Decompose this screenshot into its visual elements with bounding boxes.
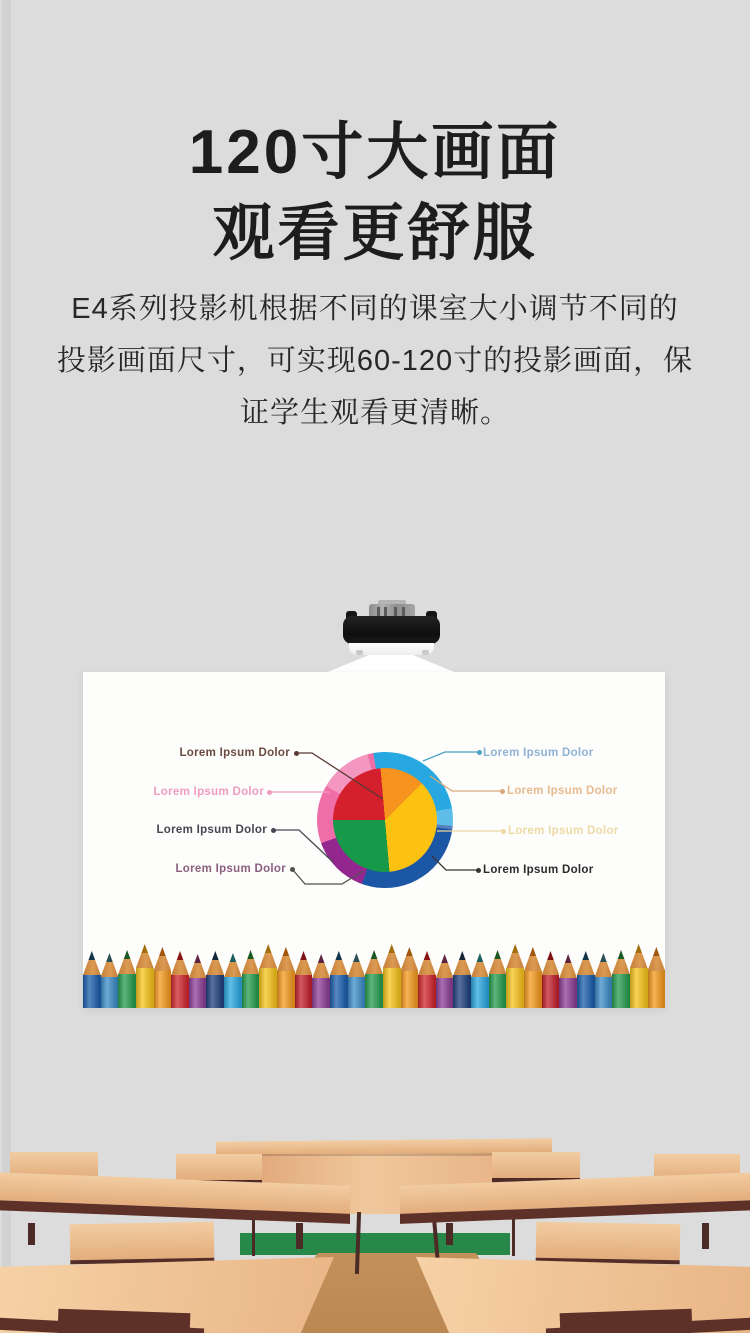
- colored-pencil: [524, 947, 542, 1008]
- chair-back: [536, 1222, 681, 1265]
- callout-dot: [294, 751, 299, 756]
- pie-callout-label: Lorem Ipsum Dolor: [153, 786, 264, 798]
- colored-pencil: [101, 953, 119, 1008]
- colored-pencils-border: [83, 938, 665, 1008]
- pie-callout-label: Lorem Ipsum Dolor: [483, 747, 594, 759]
- chair-back: [492, 1152, 580, 1183]
- projector-body: [343, 616, 440, 644]
- colored-pencil: [401, 947, 419, 1008]
- paragraph-line2: 投影画面尺寸，可实现60-120寸的投影画面，保: [56, 345, 694, 377]
- colored-pencil: [171, 951, 189, 1008]
- colored-pencil: [559, 954, 577, 1008]
- chair-seat-shadow: [58, 1309, 191, 1333]
- colored-pencil: [436, 954, 454, 1008]
- callout-dot: [500, 789, 505, 794]
- chair-back: [70, 1222, 215, 1265]
- paragraph-line1: E4系列投影机根据不同的课室大小调节不同的: [71, 293, 679, 325]
- colored-pencil: [418, 951, 436, 1008]
- callout-dot: [476, 868, 481, 873]
- colored-pencil: [453, 951, 471, 1008]
- colored-pencil: [330, 951, 348, 1008]
- colored-pencil: [595, 953, 613, 1008]
- colored-pencil: [295, 951, 313, 1008]
- pie-callout-label: Lorem Ipsum Dolor: [508, 825, 619, 837]
- colored-pencil: [277, 947, 295, 1008]
- pie-callout-label: Lorem Ipsum Dolor: [175, 863, 286, 875]
- colored-pencil: [612, 950, 630, 1008]
- callout-dot: [290, 867, 295, 872]
- colored-pencil: [630, 944, 648, 1008]
- paragraph-line3: 证学生观看更清晰。: [239, 397, 510, 429]
- colored-pencil: [154, 947, 172, 1008]
- desk-leg: [702, 1223, 709, 1249]
- colored-pencil: [471, 953, 489, 1008]
- colored-pencil: [365, 950, 383, 1008]
- colored-pencil: [489, 950, 507, 1008]
- colored-pencil: [312, 954, 330, 1008]
- pie-chart: [317, 752, 453, 888]
- colored-pencil: [506, 944, 524, 1008]
- description-paragraph: [0, 283, 750, 439]
- pie-callout-label: Lorem Ipsum Dolor: [483, 864, 594, 876]
- colored-pencil: [136, 944, 154, 1008]
- projector-foot-right: [422, 650, 429, 655]
- headline-line2: 观看更舒服: [212, 199, 538, 268]
- colored-pencil: [242, 950, 260, 1008]
- colored-pencil: [206, 951, 224, 1008]
- callout-dot: [267, 790, 272, 795]
- colored-pencil: [348, 953, 366, 1008]
- pie-callout-label: Lorem Ipsum Dolor: [179, 747, 290, 759]
- pie-callout-label: Lorem Ipsum Dolor: [507, 785, 618, 797]
- projection-screen: [83, 672, 665, 1008]
- desk-leg: [446, 1223, 453, 1245]
- colored-pencil: [383, 944, 401, 1008]
- callout-dot: [271, 828, 276, 833]
- callout-dot: [501, 829, 506, 834]
- classroom-photo: [0, 1095, 750, 1333]
- colored-pencil: [577, 951, 595, 1008]
- desk-leg: [296, 1223, 303, 1249]
- chair-seat-shadow: [560, 1309, 693, 1333]
- green-board-strip: [240, 1233, 510, 1255]
- colored-pencil: [224, 953, 242, 1008]
- colored-pencil: [259, 944, 277, 1008]
- projector-foot-left: [356, 650, 363, 655]
- colored-pencil: [542, 951, 560, 1008]
- headline-line1: 120寸大画面: [188, 118, 562, 187]
- pie-callout-label: Lorem Ipsum Dolor: [156, 824, 267, 836]
- callout-dot: [477, 750, 482, 755]
- colored-pencil: [118, 950, 136, 1008]
- colored-pencil: [648, 947, 666, 1008]
- colored-pencil: [83, 951, 101, 1008]
- colored-pencil: [189, 954, 207, 1008]
- pie-inner-slices: [333, 768, 437, 872]
- desk-leg: [28, 1223, 35, 1245]
